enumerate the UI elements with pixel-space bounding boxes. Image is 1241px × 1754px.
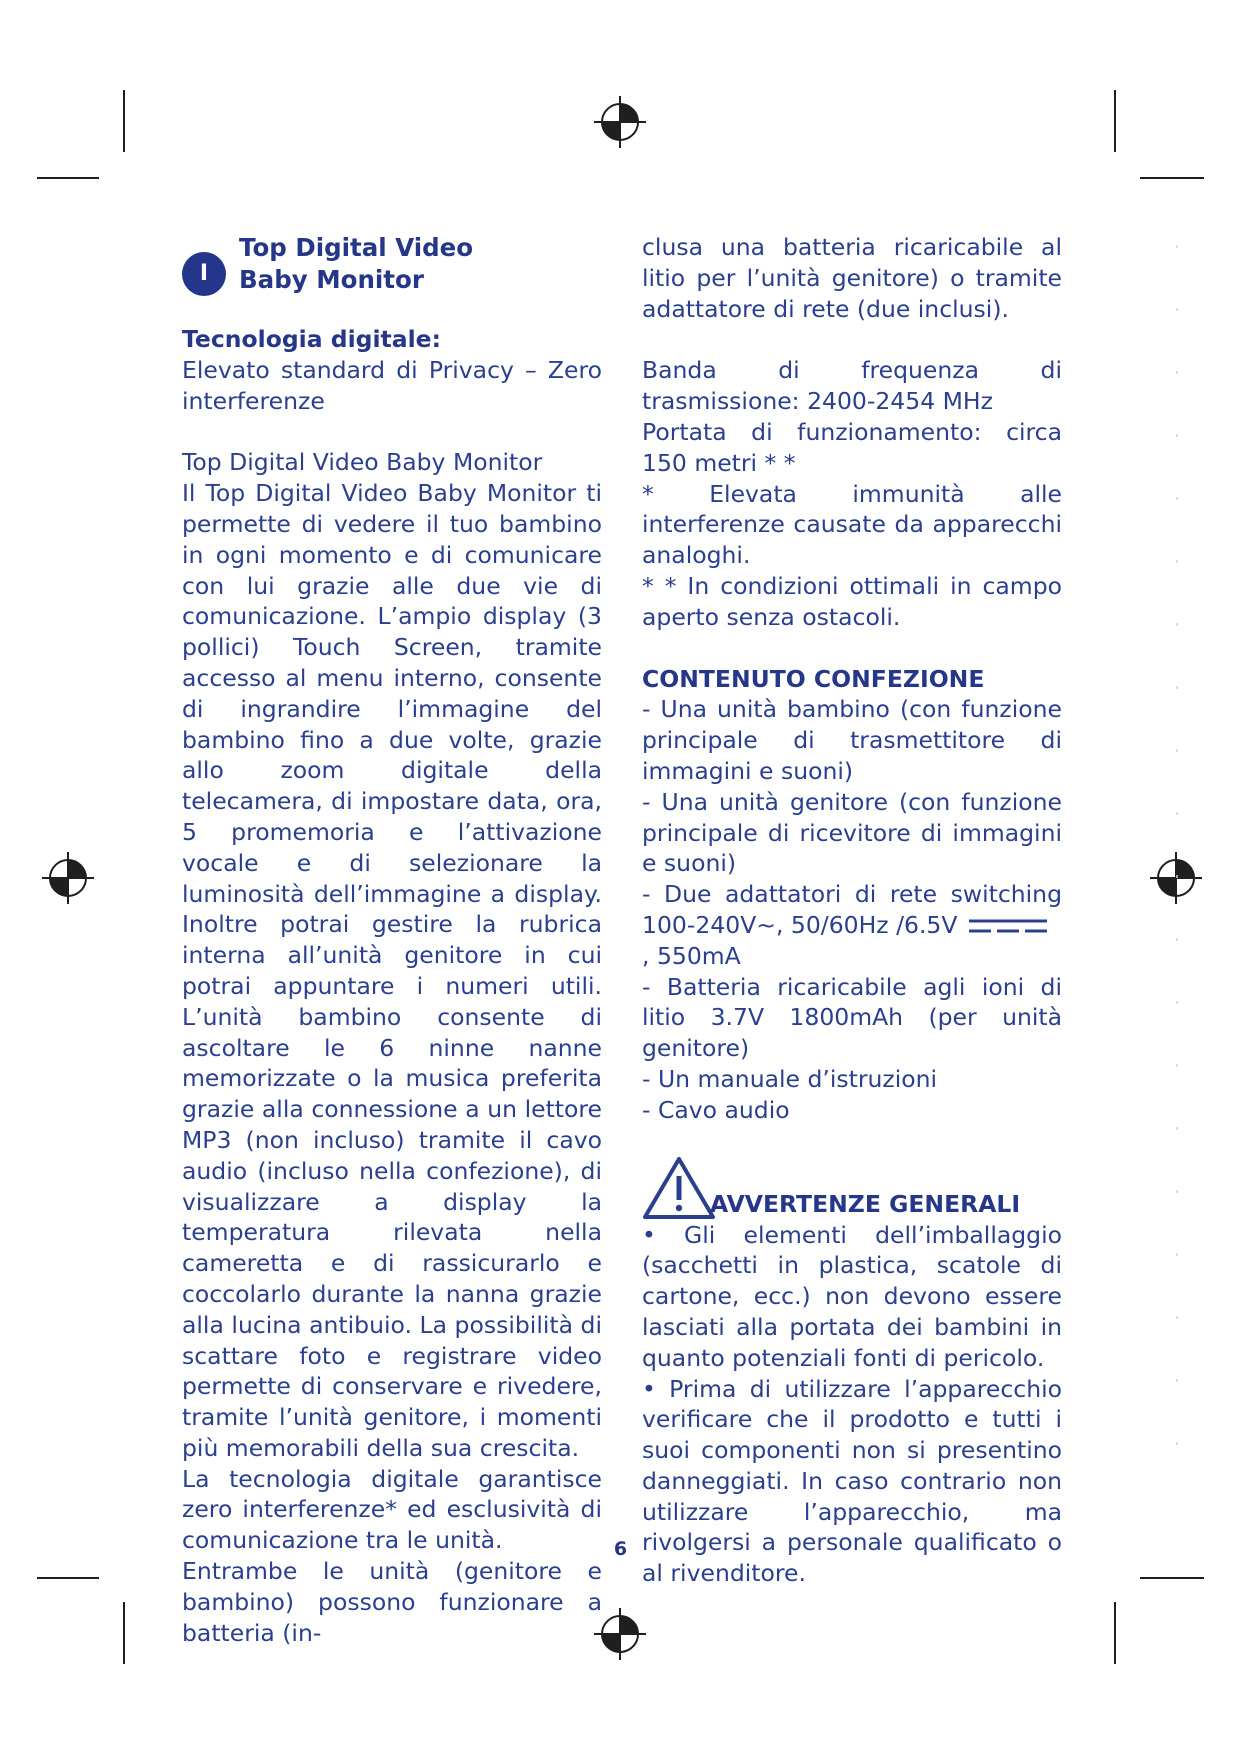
frequency-band: Banda di frequenza di trasmissione: 2400-2454 MHz — [642, 356, 1062, 416]
right-column — [642, 232, 1062, 1589]
contents-title: CONTENUTO CONFEZIONE — [642, 664, 985, 693]
warnings-title: AVVERTENZE GENERALI — [710, 1189, 1021, 1218]
crop-mark-bottom-right-vertical — [1114, 1602, 1116, 1664]
crop-mark-top-left-horizontal — [37, 177, 99, 179]
title-line-2: Baby Monitor — [239, 265, 424, 294]
battery-continued: clusa una batteria ricaricabile al litio per l’unità genitore) o tramite adattatore di rete (due inclusi). — [642, 233, 1062, 323]
product-description: Il Top Digital Video Baby Monitor ti permette di vedere il tuo bambino in ogni momento e di comunicare con lui grazie alle due vie di comunicazione. L’ampio display (3 pollici) Touch Screen, tramite accesso al menu interno, consente di ingrandire l’immagine del bambino fino a due volte, grazie allo zoom digitale della telecamera, di impostare data, ora, 5 promemoria e l’attivazione vocale e di selezionare la luminosità dell’immagine a display. Inoltre potrai gestire la rubrica interna all’unità genitore in cui potrai appuntare i numeri utili. L’unità bambino consente di ascoltare le 6 ninne nanne memorizzate o la musica preferita grazie alla connessione a un lettore MP3 (non incluso) tramite il cavo audio (incluso nella confezione), di visualizzare a display la temperatura rilevata nella cameretta e di rassicurarlo e coccolarlo durante la nanna grazie alla lucina antibuio. La possibilità di scattare foto e registrare video permette di conservare e rivedere, tramite l’unità genitore, i momenti più memorabili della sua crescita. — [182, 479, 602, 1462]
contents-item: , 550mA — [642, 941, 741, 970]
crop-mark-bottom-left-horizontal — [37, 1577, 99, 1579]
footnote-1: * Elevata immunità alle interferenze causate da apparecchi analoghi. — [642, 479, 1062, 570]
contents-item: - Un manuale d’istruzioni — [642, 1064, 938, 1093]
crop-mark-bottom-left-vertical — [123, 1602, 125, 1664]
crop-mark-top-right-vertical — [1114, 90, 1116, 152]
operating-range: Portata di funzionamento: circa 150 metri * * — [642, 417, 1062, 477]
title-line-1: Top Digital Video — [239, 233, 474, 262]
crop-mark-top-right-horizontal — [1140, 177, 1204, 179]
contents-item: - Una unità bambino (con funzione principale di trasmettitore di immagini e suoni) — [642, 695, 1062, 785]
product-name: Top Digital Video Baby Monitor — [182, 448, 543, 477]
left-column — [182, 232, 602, 1648]
tech-text: La tecnologia digitale garantisce zero interferenze* ed esclusività di comunicazione tra le unità. — [182, 1464, 602, 1555]
footnote-2: * * In condizioni ottimali in campo aperto senza ostacoli. — [642, 571, 1062, 631]
warning-item: • Gli elementi dell’imballaggio (sacchetti in plastica, scatole di cartone, ecc.) non devono essere lasciati alla portata dei bambini in quanto potenziali fonti di pericolo. — [642, 1220, 1062, 1372]
registration-mark-icon — [40, 850, 96, 906]
title-block — [182, 232, 602, 296]
contents-item: - Una unità genitore (con funzione principale di ricevitore di immagini e suoni) — [642, 787, 1062, 878]
battery-text: Entrambe le unità (genitore e bambino) possono funzionare a batteria (in- — [182, 1557, 602, 1647]
adapter-text: - Due adattatori di rete switching 100-240V~, 50/60Hz /6.5V — [642, 880, 1062, 939]
page-number: 6 — [613, 1538, 628, 1560]
contents-item: - Cavo audio — [642, 1095, 790, 1124]
warning-triangle-icon — [642, 1156, 716, 1220]
contents-item — [642, 879, 1062, 941]
crop-mark-top-left-vertical — [123, 90, 125, 152]
crop-mark-bottom-right-horizontal — [1140, 1577, 1204, 1579]
dc-symbol-icon — [967, 915, 1049, 937]
privacy-text: Elevato standard di Privacy – Zero interferenze — [182, 355, 602, 415]
warnings-header — [642, 1156, 1062, 1220]
edge-scan-dots — [1175, 245, 1179, 1505]
contents-item: - Batteria ricaricabile agli ioni di litio 3.7V 1800mAh (per unità genitore) — [642, 972, 1062, 1063]
section-title-digital: Tecnologia digitale: — [182, 325, 442, 353]
warning-item: • Prima di utilizzare l’apparecchio verificare che il prodotto e tutti i suoi componenti non si presentino danneggiati. In caso contrario non utilizzare l’apparecchio, ma rivolgersi a personale qualificato o al rivenditore. — [642, 1374, 1062, 1588]
language-badge: I — [182, 252, 226, 296]
registration-mark-icon — [592, 94, 648, 150]
